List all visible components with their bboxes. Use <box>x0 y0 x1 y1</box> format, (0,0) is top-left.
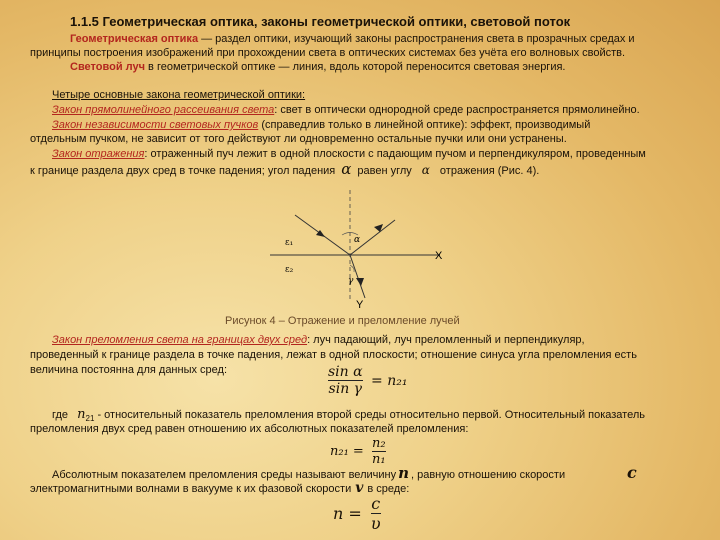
absolute-index-formula <box>333 494 381 533</box>
n21-text: - относительный показатель преломления второй среды относительно первой. Относительный показатель <box>94 409 645 421</box>
law-3-name: Закон отражения <box>52 148 145 160</box>
formula-3-denominator: υ <box>370 514 381 533</box>
epsilon-1-label: ε₁ <box>285 238 294 248</box>
law-3-line-2 <box>30 162 539 179</box>
law-3-text: : отраженный пуч лежит в одной плоскости с падающим пучом и перпендикуляром, проведенным <box>144 148 646 160</box>
law-4-line-2: проведенный к границе раздела в точке падения, лежат в одной плоскости; отношение синуса угла преломления есть <box>30 349 637 361</box>
law-4-line-3: величина постоянна для данных сред: <box>30 364 228 376</box>
law-4 <box>52 333 585 348</box>
epsilon-2-label: ε₂ <box>285 265 294 275</box>
c-symbol: c <box>627 463 637 482</box>
ray-definition <box>70 60 565 75</box>
law-3-line-2-c: отражения (Рис. 4). <box>439 165 540 177</box>
absolute-line-1-a: Абсолютным показателем преломления среды называют величину <box>52 469 397 481</box>
formula-1-rhs: = n₂₁ <box>371 372 408 389</box>
formula-1-numerator: sin α <box>328 364 363 380</box>
alpha-prime-symbol: α <box>421 163 430 177</box>
law-1-name: Закон прямолинейного рассеивания света <box>52 104 275 116</box>
absolute-line-1-b: , равную отношению скорости <box>410 469 566 481</box>
laws-heading: Четыре основные закона геометрической оптики: <box>52 89 306 101</box>
absolute-line-2-b: в среде: <box>367 483 410 495</box>
law-2 <box>52 118 590 133</box>
n21-pre: где <box>52 409 69 421</box>
x-axis-label: X <box>435 250 443 262</box>
page-title: 1.1.5 Геометрическая оптика, законы геометрической оптики, световой поток <box>70 14 571 29</box>
law-3-line-2-b: равен углу <box>357 165 412 177</box>
n21-line-2: преломления двух сред равен отношению их абсолютных показателей преломления: <box>30 423 469 435</box>
y-axis-label: Y <box>356 299 364 310</box>
term-light-ray: Световой луч <box>70 61 145 73</box>
n-subscript: 21 <box>85 414 95 424</box>
intro-line-2: принципы построения изображений при прохождении света в оптических системах без учёта его волновых свойств. <box>30 47 626 59</box>
snell-formula <box>328 364 407 397</box>
formula-1-denominator: sin γ <box>328 381 363 397</box>
alpha-label: α <box>354 235 361 245</box>
law-4-name: Закон преломления света на границах двух сред <box>52 334 308 346</box>
reflection-refraction-diagram <box>270 180 460 310</box>
n-symbol-abs: n <box>398 464 409 482</box>
alpha-symbol: α <box>341 160 352 178</box>
relative-index-formula <box>330 436 386 467</box>
intro-line-1 <box>70 32 635 47</box>
formula-3-numerator: c <box>371 494 381 513</box>
gamma-label: γ <box>348 276 354 286</box>
formula-2-numerator: n₂ <box>371 436 386 451</box>
absolute-line-2-a: электромагнитными волнами в вакууме к их фазовой скорости <box>30 483 352 495</box>
law-4-text: : луч падающий, луч преломленный и перпендикуляр, <box>307 334 585 346</box>
formula-3-lhs: n = <box>333 504 362 523</box>
law-2-line-2: отдельным пучком, не зависит от того действуют ли одновременно остальные пучки или они устранены. <box>30 133 567 145</box>
law-2-name: Закон независимости световых пучков <box>52 119 259 131</box>
formula-2-lhs: n₂₁ = <box>330 444 364 459</box>
law-3-line-2-a: к границе раздела двух сред в точке падения; угол падения <box>30 165 336 177</box>
n-symbol: n <box>77 407 86 422</box>
figure-caption: Рисунок 4 – Отражение и преломление лучей <box>225 315 460 327</box>
formula-2-denominator: n₁ <box>371 452 386 467</box>
v-symbol: v <box>355 480 364 496</box>
law-1-text: : свет в оптически однородной среде распространяется прямолинейно. <box>274 104 640 116</box>
ray-definition-text: в геометрической оптике — линия, вдоль которой переносится световая энергия. <box>145 61 566 73</box>
law-1 <box>52 103 640 118</box>
intro-line-1-text: — раздел оптики, изучающий законы распространения света в прозрачных средах и <box>198 33 635 45</box>
law-2-text: (справедлив только в линейной оптике): эффект, производимый <box>258 119 591 131</box>
term-geometric-optics: Геометрическая оптика <box>70 33 199 45</box>
